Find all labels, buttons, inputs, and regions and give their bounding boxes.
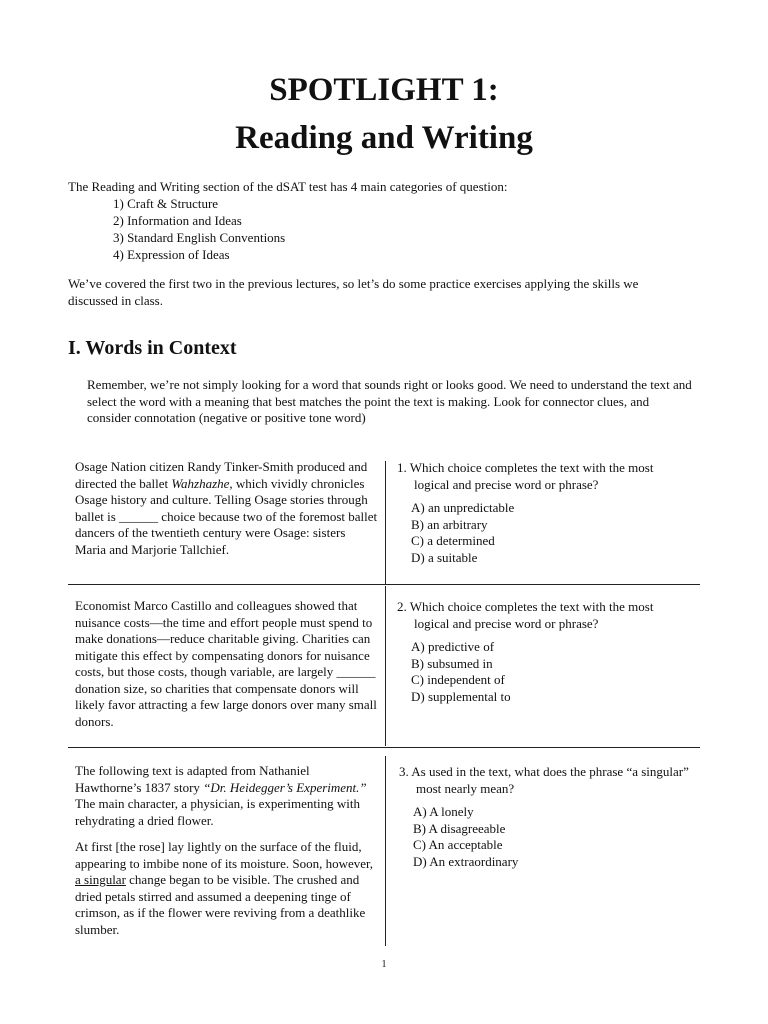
section-heading: I. Words in Context [68,337,237,359]
list-item: 4) Expression of Ideas [113,247,230,262]
page-number: 1 [381,959,387,970]
answer-option: C) a determined [411,533,495,548]
covered-paragraph: We’ve covered the first two in the previous lectures, so let’s do some practice exercises applying the skills we discussed in class. [68,276,639,308]
list-item: 3) Standard English Conventions [113,230,286,245]
question-text: 1. Which choice completes the text with the most logical and precise word or phrase? [397,460,654,492]
passage-3 [75,763,379,948]
answer-option: C) independent of [411,672,505,687]
question-2 [397,599,687,705]
passage-2 [75,598,379,740]
passage-1 [75,459,379,568]
intro-text: The Reading and Writing section of the dSAT test has 4 main categories of question: [68,179,508,194]
answer-options [413,804,689,870]
column-divider [385,756,386,946]
passage-text: change began to be visible. The crushed and dried petals stirred and assumed a deepening tinge of crimson, as if the flower were reviving from a deathlike slumber. [75,872,366,937]
passage-text: At first [the rose] lay lightly on the surface of the fluid, appearing to imbibe none of its moisture. Soon, however, [75,839,374,871]
list-item: 2) Information and Ideas [113,213,242,228]
column-divider [385,461,386,585]
passage-text: , which vividly chronicles Osage history and culture. Telling Osage stories through ballet is ______ choice because two of the foremost ballet dancers of the twentieth century were Osage: sisters Maria and Marjorie Tallchief. [75,475,378,557]
answer-option: C) An acceptable [413,837,503,852]
answer-option: B) A disagreeable [413,820,506,836]
row-divider [68,747,700,748]
answer-option: D) supplemental to [411,688,511,704]
page-subtitle: Reading and Writing [235,120,533,156]
answer-option: B) subsumed in [411,655,493,671]
question-1 [397,460,687,566]
passage-text: Economist Marco Castillo and colleagues showed that nuisance costs—the time and effort people must spend to make donations—reduce charitable giving. Charities can mitigate this effect by compensating donors for nuisance costs, but those costs, though variable, are largely ______ donation size, so charities that compensate donors will likely favor attracting a few large donors over many small donors. [75,598,377,729]
remember-note: Remember, we’re not simply looking for a word that sounds right or looks good. We need to understand the text and select the word with a meaning that best matches the point the text is making. Look for connector clues, and consider connotation (negative or positive tone word) [87,377,692,425]
category-list [68,195,708,263]
story-title: “Dr. Heidegger’s Experiment.” [203,779,367,795]
answer-options [411,500,687,566]
list-item: 1) Craft & Structure [113,196,219,211]
question-text: 3. As used in the text, what does the phrase “a singular” most nearly mean? [399,764,689,796]
column-divider [385,586,386,746]
passage-intro: The following text is adapted from Nathaniel Hawthorne’s 1837 story [75,763,310,795]
answer-option: B) an arbitrary [411,516,488,532]
answer-option: A) predictive of [411,639,495,654]
row-divider [68,584,700,585]
answer-option: D) An extraordinary [413,853,519,869]
ballet-title: Wahzhazhe [171,475,230,491]
answer-option: A) A lonely [413,804,474,819]
answer-options [411,639,687,705]
answer-option: D) a suitable [411,549,478,565]
intro-block [68,178,708,263]
passage-intro: The main character, a physician, is experimenting with rehydrating a dried flower. [75,796,361,828]
page-title: SPOTLIGHT 1: [269,72,499,108]
answer-option: A) an unpredictable [411,500,515,515]
question-text: 2. Which choice completes the text with the most logical and precise word or phrase? [397,599,654,631]
underlined-phrase: a singular [75,872,126,887]
passage-text: Osage Nation citizen Randy Tinker-Smith produced and directed the ballet [75,459,368,491]
question-3 [399,764,689,870]
